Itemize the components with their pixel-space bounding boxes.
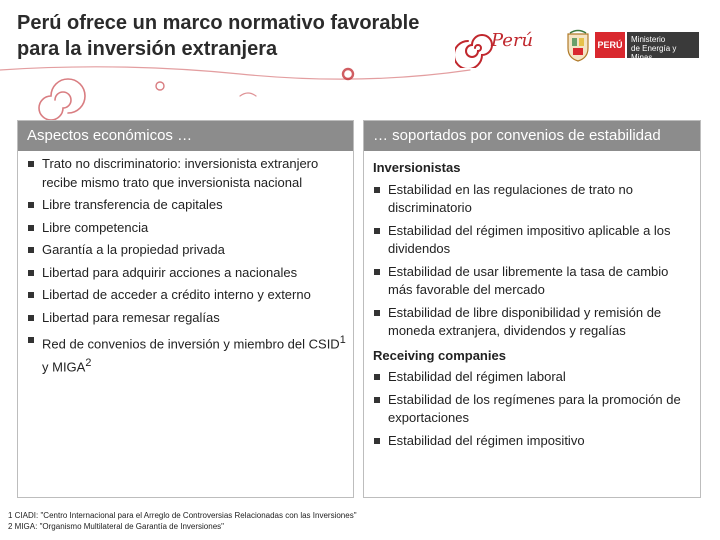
list-item (27, 331, 347, 377)
economic-aspects-panel (17, 120, 354, 498)
list-item: Estabilidad del régimen laboral (373, 368, 694, 387)
footnote-ref-1: 1 (339, 334, 346, 346)
footnote-ref-2: 2 (85, 356, 92, 369)
stability-agreements-heading: … soportados por convenios de estabilidad (364, 121, 700, 151)
gov-ministry-line-1: Ministerio (631, 35, 666, 44)
investors-list (373, 181, 694, 341)
peru-spiral-logo (455, 28, 495, 68)
list-item: Libertad para adquirir acciones a nacionales (27, 264, 347, 283)
title-line-1: Perú ofrece un marco normativo favorable (17, 12, 420, 34)
footnote-2: 2 MIGA: "Organismo Multilateral de Garantía de Inversiones" (8, 522, 224, 531)
list-item-text: Red de convenios de inversión y miembro del CSID (42, 336, 340, 352)
economic-aspects-list (27, 155, 347, 377)
coat-of-arms-icon (565, 28, 591, 62)
footnotes (8, 510, 508, 532)
list-item: Libre competencia (27, 219, 347, 238)
list-item: Estabilidad de los regímenes para la promoción de exportaciones (373, 391, 694, 428)
receiving-companies-list (373, 368, 694, 450)
government-logo (565, 28, 700, 62)
gov-ministry-label (627, 32, 699, 62)
gov-country-label: PERÚ (595, 32, 625, 58)
list-item: Libertad de acceder a crédito interno y externo (27, 286, 347, 305)
list-item: Trato no discriminatorio: inversionista extranjero recibe mismo trato que inversionista nacional (27, 155, 347, 192)
list-item: Estabilidad del régimen impositivo (373, 432, 694, 451)
group-title-receiving-companies: Receiving companies (373, 347, 506, 363)
title-line-2: para la inversión extranjera (17, 38, 278, 60)
economic-aspects-heading: Aspectos económicos … (18, 121, 353, 151)
list-item-text-mid: y MIGA (42, 359, 86, 375)
peru-wordmark: Perú (491, 30, 534, 51)
gov-ministry-line-2: de Energía y Minas (631, 44, 677, 62)
list-item: Estabilidad de libre disponibilidad y remisión de moneda extranjera, dividendos y regalías (373, 304, 694, 341)
list-item: Estabilidad en las regulaciones de trato no discriminatorio (373, 181, 694, 218)
list-item: Libre transferencia de capitales (27, 196, 347, 215)
list-item: Estabilidad de usar libremente la tasa de cambio más favorable del mercado (373, 263, 694, 300)
list-item: Garantía a la propiedad privada (27, 241, 347, 260)
footnote-1: 1 CIADI: "Centro Internacional para el Arreglo de Controversias Relacionadas con las Inversiones" (8, 511, 357, 520)
stability-agreements-panel (363, 120, 701, 498)
list-item: Estabilidad del régimen impositivo aplicable a los dividendos (373, 222, 694, 259)
group-title-investors: Inversionistas (373, 160, 461, 175)
list-item: Libertad para remesar regalías (27, 309, 347, 328)
